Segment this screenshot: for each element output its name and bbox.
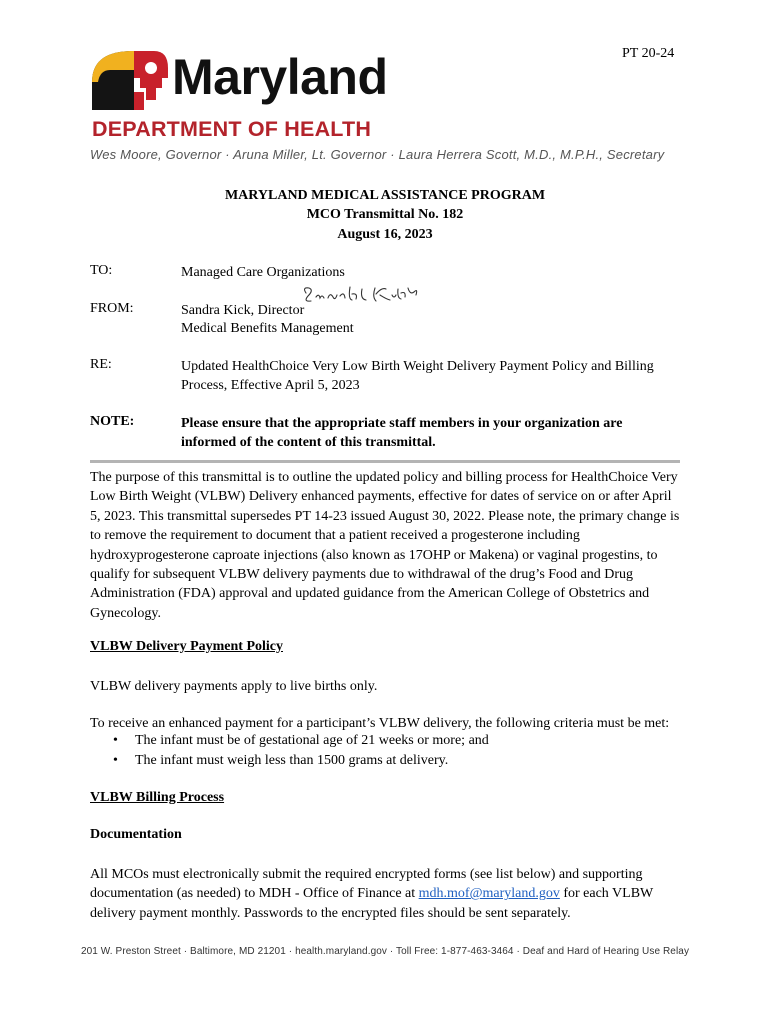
documentation-heading: Documentation xyxy=(90,827,182,842)
section-divider xyxy=(90,460,680,463)
email-link[interactable]: mdh.mof@maryland.gov xyxy=(418,886,560,902)
criteria-intro: To receive an enhanced payment for a participant’s VLBW delivery, the following criteria must be met: xyxy=(90,716,670,731)
billing-heading: VLBW Billing Process xyxy=(90,790,225,805)
page-footer: 201 W. Preston Street · Baltimore, MD 21201 · health.maryland.gov · Toll Free: 1-877-463-3464 · Deaf and Hard of Hearing Use Relay xyxy=(80,946,690,957)
from-label: FROM: xyxy=(90,301,134,316)
re-label: RE: xyxy=(90,357,112,372)
transmittal-number: MCO Transmittal No. 182 xyxy=(306,207,464,222)
note-value: Please ensure that the appropriate staff members in your organization are informed of the content of this transmittal. xyxy=(181,416,623,450)
bullet-icon: • xyxy=(113,733,118,748)
from-name: Sandra Kick, Director xyxy=(181,303,305,318)
purpose-paragraph: The purpose of this transmittal is to outline the updated policy and billing process for HealthChoice Very Low Birth Weight (VLBW) Delivery enhanced payments, effective for dates of service on or after April 5, 2023. This transmittal supersedes PT 14-23 issued August 30, 2022. Please note, the primary change is to remove the requirement to document that a patient received a progesterone including hydroxyprogesterone caproate injections (also known as 17OHP or Makena) or vaginal progestins, to qualify for subsequent VLBW delivery payments due to withdrawal of the drug’s Food and Drug Administration (FDA) approval and updated guidance from the American College of Obstetrics and Gynecology. xyxy=(90,470,680,621)
mco-paragraph xyxy=(90,865,682,923)
program-title: MARYLAND MEDICAL ASSISTANCE PROGRAM xyxy=(224,188,546,203)
re-value: Updated HealthChoice Very Low Birth Weight Delivery Payment Policy and Billing Process, Effective April 5, 2023 xyxy=(181,359,654,393)
maryland-wordmark: Maryland xyxy=(172,49,388,105)
mco-text-after: for each VLBW delivery payment monthly. Passwords to the encrypted files should be sent separately. xyxy=(90,886,654,921)
live-births-text: VLBW delivery payments apply to live births only. xyxy=(90,679,378,694)
note-label: NOTE: xyxy=(90,414,135,429)
officials-line: Wes Moore, Governor · Aruna Miller, Lt. Governor · Laura Herrera Scott, M.D., M.P.H., Secretary xyxy=(90,147,665,162)
criteria-item: The infant must weigh less than 1500 grams at delivery. xyxy=(135,753,449,768)
to-value: Managed Care Organizations xyxy=(181,265,345,280)
department-name: DEPARTMENT OF HEALTH xyxy=(92,117,372,141)
criteria-item: The infant must be of gestational age of 21 weeks or more; and xyxy=(135,733,489,748)
transmittal-code: PT 20-24 xyxy=(622,46,675,61)
memo-date: August 16, 2023 xyxy=(337,227,433,242)
signature-icon xyxy=(300,283,425,313)
bullet-icon: • xyxy=(113,753,118,768)
mco-text-before: All MCOs must electronically submit the required encrypted forms (see list below) and supporting documentation (as needed) to MDH - Office of Finance at xyxy=(90,867,643,902)
policy-heading: VLBW Delivery Payment Policy xyxy=(90,639,283,654)
from-department: Medical Benefits Management xyxy=(181,321,354,336)
to-label: TO: xyxy=(90,263,113,278)
